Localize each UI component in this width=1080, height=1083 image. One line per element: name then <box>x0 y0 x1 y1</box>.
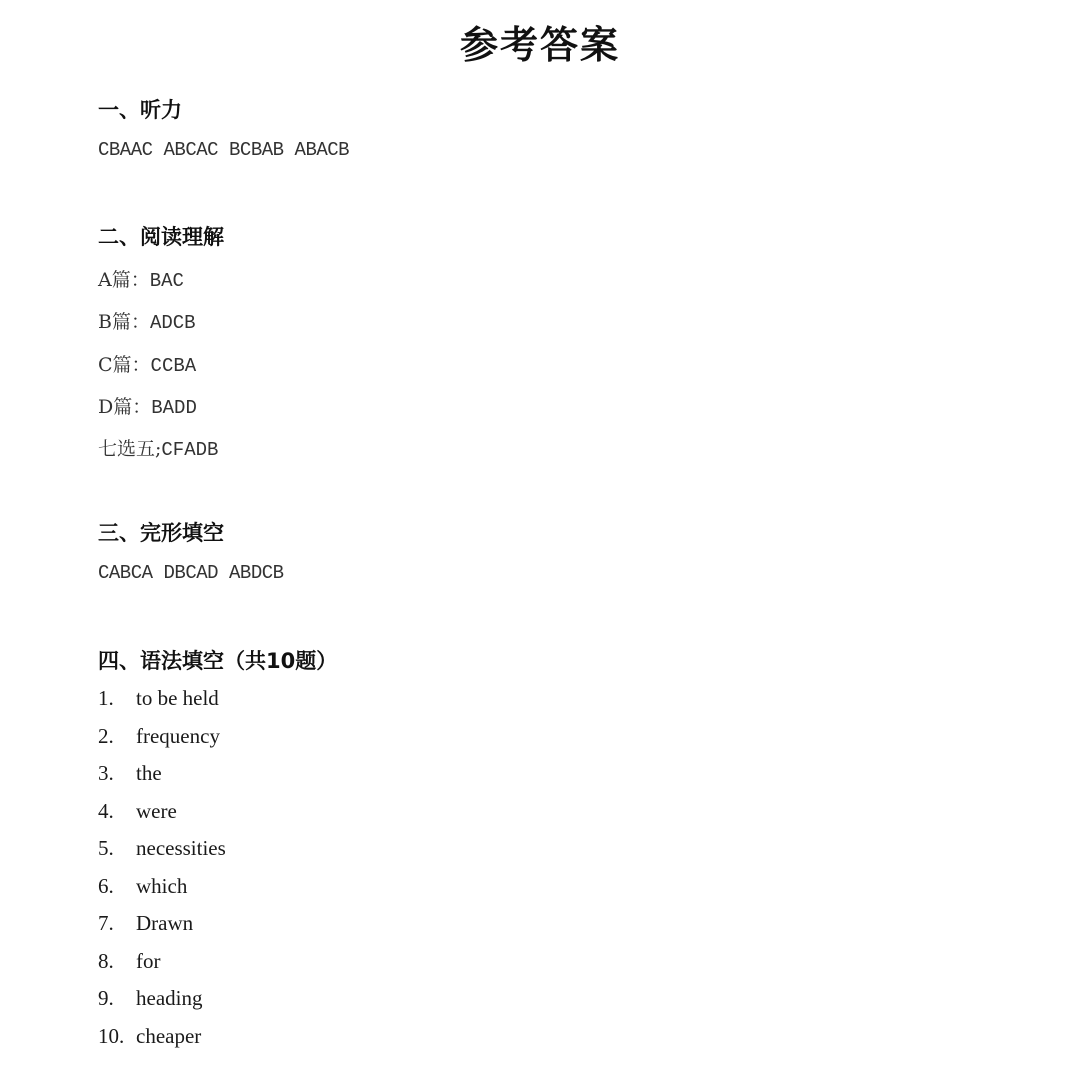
item-text: the <box>136 761 162 785</box>
answer-group: CBAAC <box>98 139 153 161</box>
reading-line <box>98 392 197 419</box>
item-text: heading <box>136 986 203 1010</box>
reading-line <box>98 307 196 334</box>
list-item <box>98 799 177 824</box>
cloze-answers <box>98 562 295 584</box>
page-title: 参考答案 <box>459 23 620 67</box>
list-item <box>98 724 220 749</box>
list-item <box>98 761 162 786</box>
list-item <box>98 986 202 1011</box>
reading-answer: CCBA <box>150 355 197 377</box>
item-number: 8. <box>98 949 114 973</box>
item-number: 9. <box>98 986 114 1010</box>
item-number: 1. <box>98 686 114 710</box>
reading-label: A篇： <box>98 269 150 291</box>
reading-answer: BADD <box>151 397 197 419</box>
item-number: 5. <box>98 836 114 860</box>
item-text: Drawn <box>136 911 194 935</box>
list-item <box>98 949 161 974</box>
reading-label: B篇： <box>98 311 150 333</box>
answer-group: CABCA <box>98 562 153 584</box>
item-number: 4. <box>98 799 114 823</box>
reading-line <box>98 350 196 377</box>
answer-group: ABDCB <box>229 562 284 584</box>
item-number: 6. <box>98 874 114 898</box>
answer-group: ABACB <box>294 139 350 161</box>
item-number: 10. <box>98 1024 125 1048</box>
item-text: to be held <box>136 686 219 710</box>
item-number: 3. <box>98 761 114 785</box>
list-item <box>98 836 226 861</box>
reading-answer: BAC <box>149 270 184 292</box>
item-number: 7. <box>98 911 114 935</box>
reading-label: C篇： <box>98 354 151 376</box>
section-heading-grammar: 四、语法填空（共10题） <box>98 649 338 673</box>
answer-group: ABCAC <box>163 139 219 161</box>
reading-answer: ADCB <box>149 312 196 334</box>
item-text: frequency <box>136 724 220 748</box>
item-text: which <box>136 874 188 898</box>
item-text: necessities <box>136 836 226 860</box>
list-item <box>98 874 187 899</box>
list-item <box>98 1024 201 1049</box>
item-text: cheaper <box>136 1024 202 1048</box>
reading-label: 七选五; <box>98 438 162 460</box>
answer-group: DBCAD <box>163 562 219 584</box>
section-heading-cloze: 三、完形填空 <box>98 521 224 545</box>
answer-group: BCBAB <box>229 139 284 161</box>
reading-label: D篇： <box>98 396 152 418</box>
item-text: for <box>136 949 161 973</box>
section-heading-listening: 一、听力 <box>98 98 182 122</box>
item-text: were <box>136 799 177 823</box>
list-item <box>98 911 193 936</box>
list-item <box>98 686 219 711</box>
reading-line <box>98 265 184 292</box>
reading-answer: CFADB <box>161 439 219 461</box>
section-heading-reading: 二、阅读理解 <box>98 225 224 249</box>
reading-line <box>98 434 218 461</box>
item-number: 2. <box>98 724 114 748</box>
listening-answers <box>98 139 360 161</box>
